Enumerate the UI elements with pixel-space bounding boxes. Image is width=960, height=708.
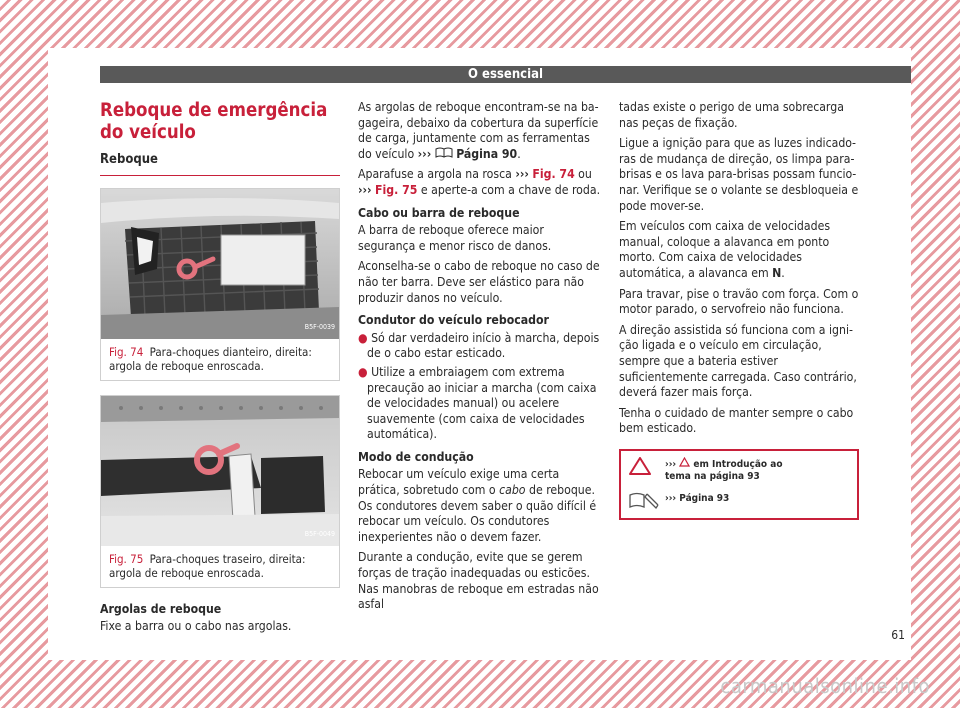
figure-caption [101,339,339,380]
bullet-item [358,331,603,362]
paragraph: Aconselha-se o cabo de reboque no caso de não ter barra. Deve ser elástico para não produzir danos no veículo. [358,259,600,305]
text: Página 93 [679,492,730,504]
front-bumper-image [101,189,339,339]
text: Rebocar um veículo exige uma certa prática, sobretudo com o [358,467,560,498]
caption-text: Para-choques traseiro, direita: argola de reboque enroscada. [109,551,306,580]
column-middle [358,100,603,618]
bullet-icon: ● [358,364,368,379]
warning-ref-row[interactable] [629,457,805,483]
note-ref-row[interactable] [629,491,805,509]
figure-code: B5F-0049 [304,530,335,538]
paragraph: A direção assistida só funciona com a ignição ligada e o veículo em circulação, sempre que a bateria estiver suficientemente carregada. Caso contrário, deverá fazer mais força. [619,322,857,400]
text: Só dar verdadeiro início à marcha, depois de o cabo estar esticado. [367,330,600,361]
paragraph [619,219,859,281]
paragraph: Ligue a ignição para que as luzes indicadoras de mudança de direção, os limpa para-brisas e os lava para-brisas possam funcionar. Verifique se o volante se desbloqueia e pode mover-se. [619,136,859,213]
cross-ref-arrow: ››› [358,182,372,197]
figure-label: Fig. 74 [109,344,144,359]
paragraph: A barra de reboque oferece maior segurança e menor risco de danos. [358,223,552,253]
bullet-icon: ● [358,330,368,345]
fig-75-link[interactable]: Fig. 75 [375,182,418,197]
paragraph [358,167,603,198]
front-bumper-illustration [101,189,339,339]
fig-74-link[interactable]: Fig. 74 [532,167,575,182]
paragraph [358,100,603,162]
text: . [517,146,521,161]
column-right [619,100,859,520]
cross-ref-arrow: ››› [417,146,432,161]
paragraph: Fixe a barra ou o cabo nas argolas. [100,619,292,634]
text: Em veículos com caixa de velocidades manual, coloque a alavanca em ponto morto. Com caixa de velocidades automática, a alavanca em [619,219,831,280]
figure-74 [100,188,340,381]
section-title: Reboque de emergência do veículo [100,100,328,143]
paragraph: tadas existe o perigo de uma sobrecarga nas peças de fixação. [619,100,844,130]
reference-box [619,449,859,520]
section-subtitle: Reboque [100,152,340,176]
paragraph: Durante a condução, evite que se gerem forças de tração inadequadas ou esticões. Nas manobras de reboque em estradas não asfal [358,550,599,612]
rear-bumper-image [101,396,339,546]
caption-text: Para-choques dianteiro, direita: argola de reboque enroscada. [109,344,312,373]
manual-page [48,48,911,660]
text: As argolas de reboque encontram-se na bagageira, debaixo da cobertura da superfície de carga, juntamente com as ferramentas do veículo [358,100,599,161]
heading-towing-rings: Argolas de reboque [100,601,222,616]
text: Aparafuse a argola na rosca [358,167,516,182]
cross-ref-arrow: ››› [515,167,529,182]
paragraph [358,467,603,545]
figure-code: B5F-0039 [304,323,335,331]
bullet-item [358,365,603,443]
book-note-icon [629,491,661,509]
book-icon [435,147,453,158]
column-left [100,100,340,640]
text: . [781,265,785,280]
gear-position: N [772,265,782,280]
page-90-link[interactable]: Página 90 [456,146,518,161]
text: em Introdução ao tema na página 93 [665,458,783,482]
text: Utilize a embraiagem com extrema precaução ao iniciar a marcha (com caixa de velocidades manual) ou acelere suavemente (com caixa de velocidades automática). [367,364,597,442]
heading-driver: Condutor do veículo rebocador [358,313,549,328]
paragraph: Tenha o cuidado de manter sempre o cabo bem esticado. [619,405,854,436]
cross-ref-arrow: ››› [665,458,677,470]
chapter-header: O essencial [100,66,911,83]
heading-cable: Cabo ou barra de reboque [358,205,520,220]
rear-bumper-illustration [101,396,339,546]
cross-ref-arrow: ››› [665,492,677,504]
text: ou [574,167,592,182]
warning-small-icon [679,457,690,467]
emphasis: cabo [499,483,526,498]
figure-caption [101,546,339,587]
warning-triangle-icon [629,457,651,475]
note-ref-text [665,493,805,505]
paragraph: Para travar, pise o travão com força. Com o motor parado, o servofreio não funciona. [619,286,859,317]
watermark: carmanualsonline.info [720,674,930,698]
text: de reboque. Os condutores devem saber o quão difícil é rebocar um veículo. Os condutores inexperientes não o devem fazer. [358,483,597,544]
figure-75 [100,395,340,588]
warning-ref-text [665,457,805,483]
figure-label: Fig. 75 [109,551,144,566]
heading-driving-mode: Modo de condução [358,449,474,464]
page-number: 61 [891,628,905,642]
text: e aperte-a com a chave de roda. [417,182,601,197]
